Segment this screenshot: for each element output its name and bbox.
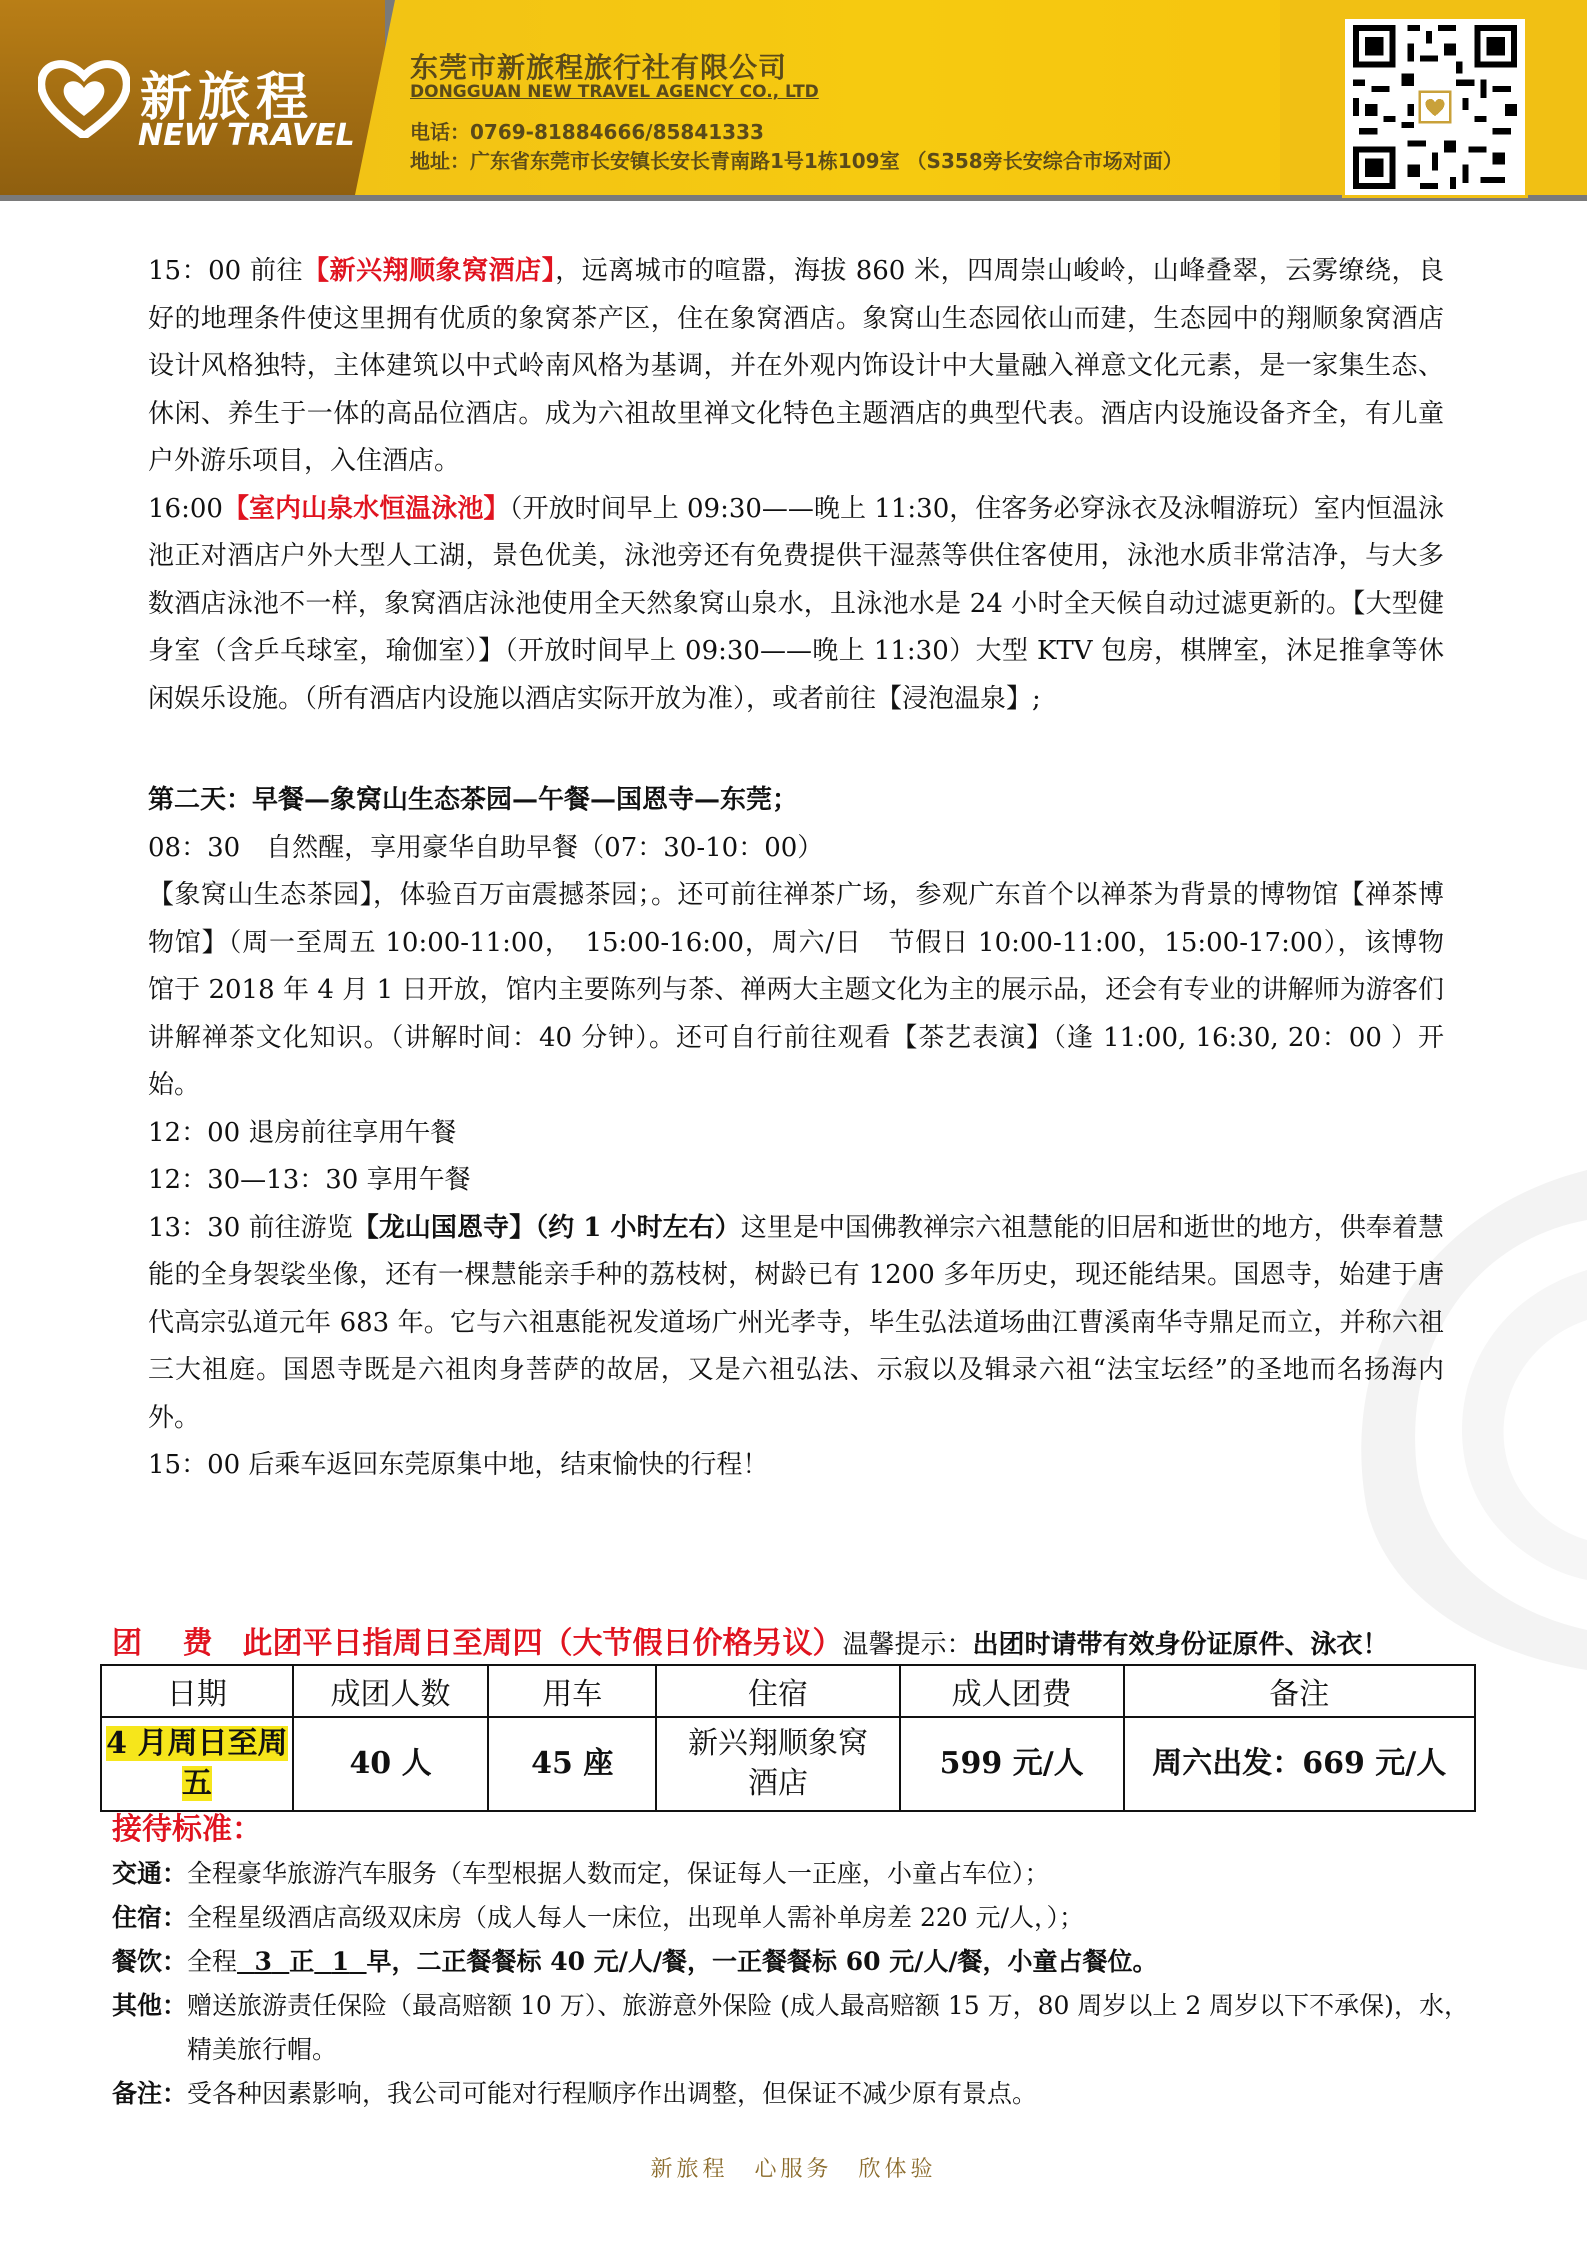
itinerary-body (148, 248, 1444, 1490)
logo-english-name: NEW TRAVEL (138, 118, 355, 153)
itinerary-paragraph-pool: 16:00【室内山泉水恒温泳池】（开放时间早上 09:30——晚上 11:30，住客务必穿泳衣及泳帽游玩）室内恒温泳池正对酒店户外大型人工湖，景色优美，泳池旁还有免费提供干湿蒸等供住客使用，泳池水质非常洁净，与大多数酒店泳池不一样，象窝酒店泳池使用全天然象窝山泉水，且泳池水是 24 小时全天候自动过滤更新的。【大型健身室（含乒乓球室，瑜伽室）】（开放时间早上 09:30——晚上 11:30）大型 KTV 包房，棋牌室，沐足推拿等休闲娱乐设施。（所有酒店内设施以酒店实际开放为准），或者前往【浸泡温泉】; (148, 493, 1444, 714)
standard-remark: 备注： 受各种因素影响，我公司可能对行程顺序作出调整，但保证不减少原有景点。 (112, 2079, 1038, 2108)
pool-name-highlight: 【室内山泉水恒温泳池】 (222, 493, 510, 524)
company-name-en: DONGGUAN NEW TRAVEL AGENCY CO., LTD (410, 82, 819, 102)
fee-heading: 团 费 此团平日指周日至周四（大节假日价格另议）温馨提示：出团时请带有效身份证原件、泳衣！ (112, 1626, 1389, 1661)
itinerary-paragraph-hotel: 15：00 前往【新兴翔顺象窝酒店】，远离城市的喧嚣，海拔 860 米，四周崇山峻岭，山峰叠翠，云雾缭绕，良好的地理条件使这里拥有优质的象窝茶产区，住在象窝酒店。象窝山生态园依山而建，生态园中的翔顺象窝酒店设计风格独特，主体建筑以中式岭南风格为基调，并在外观内饰设计中大量融入禅意文化元素，是一家集生态、休闲、养生于一体的高品位酒店。成为六祖故里禅文化特色主题酒店的典型代表。酒店内设施设备齐全，有儿童户外游乐项目，入住酒店。 (148, 256, 1444, 476)
day2-line-return: 15：00 后乘车返回东莞原集中地，结束愉快的行程！ (148, 1450, 769, 1480)
standards-title: 接待标准： (112, 1812, 262, 1847)
reception-standards (112, 1808, 1482, 2116)
fee-col-adult-price: 成人团费 (900, 1665, 1124, 1717)
fee-col-date: 日期 (101, 1665, 293, 1717)
standard-lodging: 住宿： 全程星级酒店高级双床房（成人每人一床位，出现单人需补单房差 220 元/人，）； (112, 1903, 1085, 1932)
fee-col-lodging: 住宿 (656, 1665, 900, 1717)
fee-cell-vehicle: 45 座 (488, 1717, 656, 1811)
logo-chinese-name: 新旅程 (140, 68, 315, 128)
day2-line-teagarden: 【象窝山生态茶园】，体验百万亩震撼茶园；。还可前往禅茶广场，参观广东首个以禅茶为背景的博物馆【禅茶博物馆】（周一至周五 10:00-11:00， 15:00-16:00，周六/日 节假日 10:00-11:00，15:00-17:00），该博物馆于 2018 年 4 月 1 日开放，馆内主要陈列与茶、禅两大主题文化为主的展示品，还会有专业的讲解师为游客们讲解禅茶文化知识。（讲解时间：40 分钟）。还可自行前往观看【茶艺表演】（逢 11:00, 16:30, 20：00 ）开始。 (148, 880, 1444, 1100)
fee-cell-notes: 周六出发：669 元/人 (1124, 1717, 1476, 1811)
temple-name: 【龙山国恩寺】（约 1 小时左右） (352, 1212, 741, 1243)
standard-transport: 交通： 全程豪华旅游汽车服务（车型根据人数而定，保证每人一正座，小童占车位）； (112, 1859, 1050, 1888)
fee-col-group-size: 成团人数 (293, 1665, 489, 1717)
fee-cell-adult-price: 599 元/人 (900, 1717, 1124, 1811)
fee-table (100, 1664, 1476, 1812)
qr-code-icon (1345, 19, 1525, 195)
day2-line-breakfast: 08：30 自然醒，享用豪华自助早餐（07：30-10：00） (148, 832, 824, 863)
footer-slogan: 新旅程 心服务 欣体验 (650, 2157, 937, 2182)
day2-line-lunch: 12：30—13：30 享用午餐 (148, 1165, 471, 1195)
fee-cell-lodging: 新兴翔顺象窝酒店 (656, 1717, 900, 1811)
company-name-cn: 东莞市新旅程旅行社有限公司 (410, 51, 788, 84)
contact-address: 地址：广东省东莞市长安镇长安长青南路1号1栋109室 （S358旁长安综合市场对面） (410, 149, 1183, 173)
fee-col-vehicle: 用车 (488, 1665, 656, 1717)
standard-meals: 餐饮： 全程 3 正 1 早，二正餐餐标 40 元/人/餐，一正餐餐标 60 元/人/餐，小童占餐位。 (112, 1947, 1158, 1976)
fee-col-notes: 备注 (1124, 1665, 1476, 1717)
qr-code (1342, 16, 1528, 198)
day2-line-checkout: 12：00 退房前往享用午餐 (148, 1117, 457, 1148)
fee-cell-date: 4 月周日至周五 (101, 1717, 293, 1811)
table-row (101, 1717, 1475, 1811)
day2-line-temple: 13：30 前往游览【龙山国恩寺】（约 1 小时左右）这里是中国佛教禅宗六祖慧能的旧居和逝世的地方，供奉着慧能的全身袈裟坐像，还有一棵慧能亲手种的荔枝树，树龄已有 1200 多年历史，现还能结果。国恩寺，始建于唐代高宗弘道元年 683 年。它与六祖惠能祝发道场广州光孝寺，毕生弘法道场曲江曹溪南华寺鼎足而立，并称六祖三大祖庭。国恩寺既是六祖肉身菩萨的故居，又是六祖弘法、示寂以及辑录六祖“法宝坛经”的圣地而名扬海内外。 (148, 1212, 1444, 1433)
fee-cell-group-size: 40 人 (293, 1717, 489, 1811)
heart-logo-icon (38, 58, 130, 138)
contact-phone: 电话：0769-81884666/85841333 (410, 120, 764, 144)
standard-other: 其他： 赠送旅游责任保险（最高赔额 10 万）、旅游意外保险 (成人最高赔额 15 万，80 周岁以上 2 周岁以下不承保)，水，精美旅行帽。 (112, 1991, 1469, 2064)
hotel-name-highlight: 【新兴翔顺象窝酒店】 (303, 256, 556, 286)
fee-table-header (101, 1665, 1475, 1717)
fee-tip: 温馨提示：出团时请带有效身份证原件、泳衣！ (842, 1630, 1389, 1660)
page-header (0, 0, 1587, 203)
day2-title: 第二天：早餐—象窝山生态茶园—午餐—国恩寺—东莞； (148, 785, 799, 815)
